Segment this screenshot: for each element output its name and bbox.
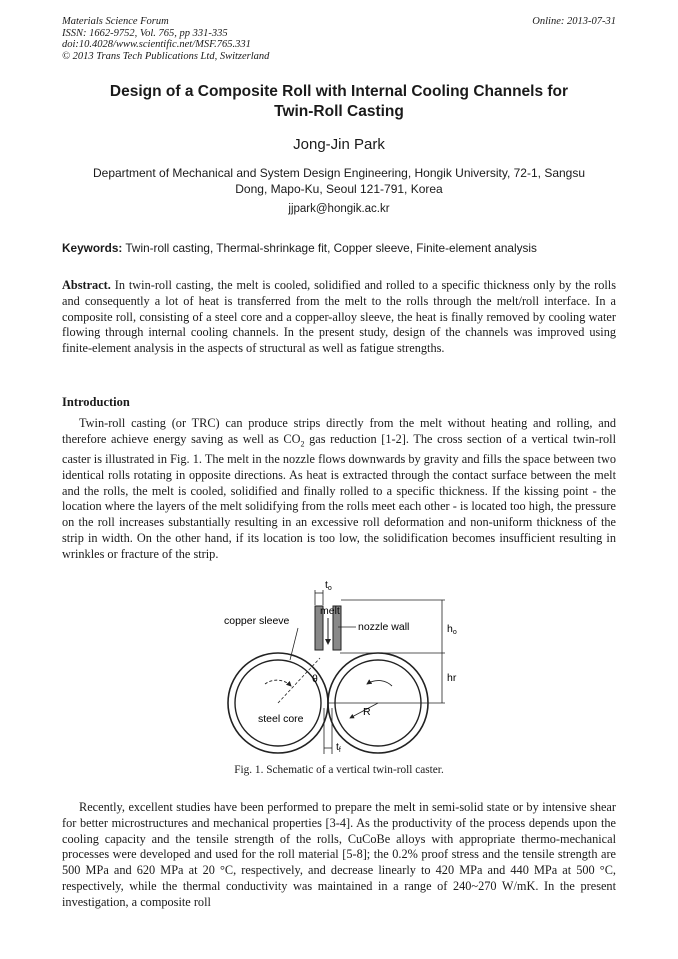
label-to-t: t: [325, 579, 328, 591]
abstract-text: In twin-roll casting, the melt is cooled, solidified and rolled to a specific thickness only by the rolls and consequently a lot of heat is transferred from the melt to the rolls through the melt/roll interface. In a composite roll, consisting of a steel core and a copper-alloy sleeve, the heat is finally removed by cooling water flowing through internal cooling channels. In the present study, design of the channels was improved using finite-element analysis in the aspects of structural as well as fatigue strengths.: [62, 278, 616, 356]
label-strip-thickness: [336, 741, 341, 754]
author-email: jjpark@hongik.ac.kr: [288, 203, 390, 215]
journal-name: Materials Science Forum: [62, 16, 169, 27]
label-radius: R: [363, 706, 371, 718]
author-name: Jong-Jin Park: [293, 136, 385, 153]
intro-text-b: gas reduction [1-2]. The cross section of a vertical twin-roll caster is illustrated in Fig. 1. The melt in the nozzle flows downwards by gravity and fills the space between two identical rolls rotating in opposite directions. As heat is extracted through the contact surface between the melt and the rolls, the melt is cooled, solidified and finally rolled to a specific thickness. If the kissing point - the location where the layers of the melt solidifying from the rolls meet each other - is located too high, the pressure on the roll increases substantially resulting in an excessive roll deformation and non-uniform thickness of the strip in width. On the other hand, if its location is too low, the solidification becomes insufficient resulting in wrinkles or fracture of the strip.: [62, 431, 616, 561]
label-nozzle-height: [447, 623, 457, 636]
label-roll-height: hr: [447, 672, 457, 684]
keywords-text: Twin-roll casting, Thermal-shrinkage fit, Copper sleeve, Finite-element analysis: [122, 241, 537, 255]
keywords: [62, 241, 616, 255]
label-ho-sub: o: [452, 629, 457, 636]
figure-twin-roll-caster: [220, 578, 470, 756]
title-line-2: Twin-Roll Casting: [274, 103, 404, 120]
intro-co2-subscript: 2: [300, 439, 305, 449]
doi-line: doi:10.4028/www.scientific.net/MSF.765.331: [62, 39, 251, 50]
label-nozzle-wall: nozzle wall: [358, 621, 410, 633]
label-tf-t: t: [336, 741, 339, 753]
abstract-label: Abstract.: [62, 278, 111, 292]
label-ho-h: h: [447, 623, 453, 635]
affiliation-line-2: Dong, Mapo-Ku, Seoul 121-791, Korea: [235, 182, 443, 196]
copyright-line: © 2013 Trans Tech Publications Ltd, Switzerland: [62, 50, 270, 62]
recent-studies-paragraph: Recently, excellent studies have been performed to prepare the melt in semi-solid state or by intensive shear for better microstructures and mechanical properties [3-4]. As the productivity of the process depends upon the cooling capacity and the tensile strength of the rolls, CuCoBe alloys with appropriate thermo-mechanical processes were developed and used for the roll material [5-8]; the 0.2% proof stress and the tensile strength are 500 MPa and 620 MPa at 20 °C, respectively, and decrease linearly to 420 MPa and 440 MPa at 500 °C, respectively, while the thermal conductivity was maintained in a range of 240~270 W/mK. In the present investigation, a composite roll: [62, 800, 616, 909]
intro-text-a: Twin-roll casting (or TRC) can produce strips directly from the melt without heating and rolling, and therefore achieve energy saving as well as CO: [62, 416, 616, 446]
paper-title: [40, 82, 638, 122]
label-nozzle-thickness: [325, 579, 332, 592]
keywords-label: Keywords:: [62, 241, 123, 255]
abstract: [62, 278, 616, 357]
label-melt: melt: [320, 605, 340, 617]
affiliation-line-1: Department of Mechanical and System Design Engineering, Hongik University, 72-1, Sangsu: [92, 166, 586, 180]
affiliation: [62, 165, 616, 197]
rotation-arrows: [265, 680, 392, 686]
label-theta: θ: [312, 673, 318, 685]
online-date: Online: 2013-07-31: [532, 16, 616, 27]
issn-line: ISSN: 1662-9752, Vol. 765, pp 331-335: [62, 27, 228, 39]
section-heading-introduction: Introduction: [62, 395, 130, 409]
figure-caption: Fig. 1. Schematic of a vertical twin-roll caster.: [234, 764, 444, 776]
title-line-1: Design of a Composite Roll with Internal Cooling Channels for: [109, 83, 569, 100]
label-to-sub: o: [327, 585, 332, 592]
label-steel-core: steel core: [258, 713, 304, 725]
intro-paragraph: [62, 416, 616, 563]
label-tf-sub: f: [338, 747, 341, 754]
label-copper-sleeve: copper sleeve: [224, 615, 290, 627]
running-header: [62, 16, 616, 62]
